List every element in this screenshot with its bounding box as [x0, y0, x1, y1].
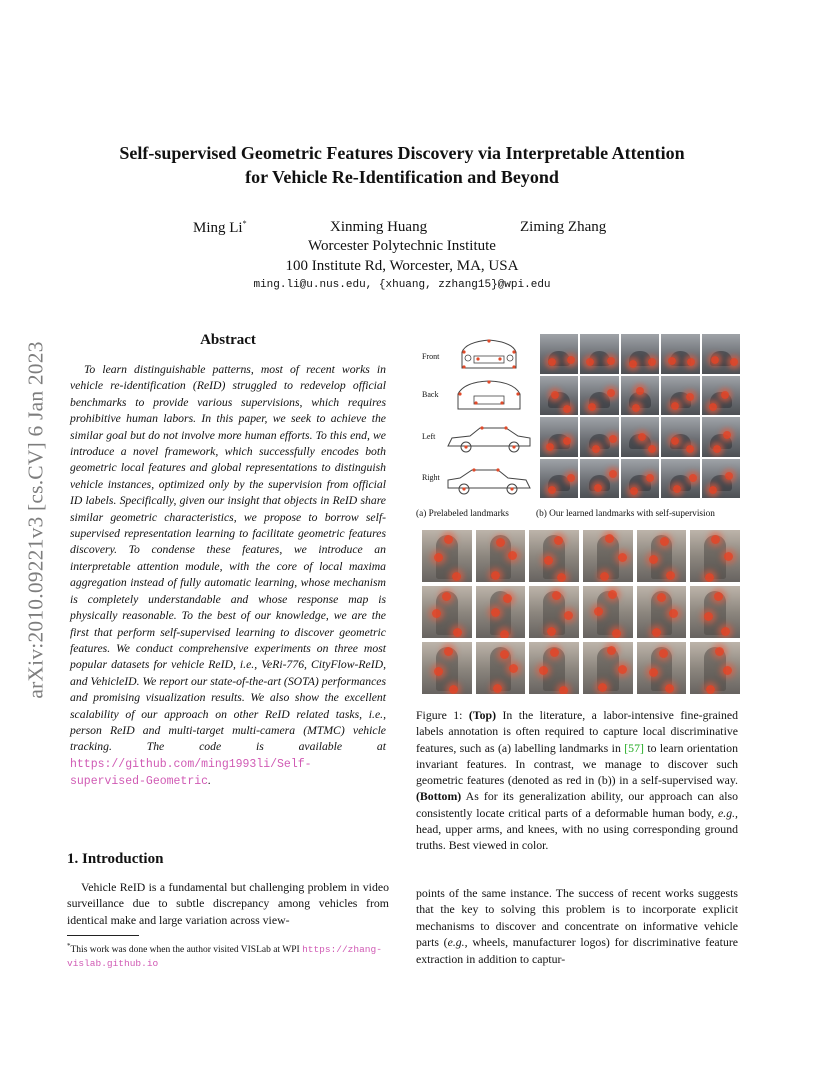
section-heading-introduction: 1. Introduction — [67, 851, 164, 867]
introduction-body — [67, 879, 389, 928]
author-2: Xinming Huang — [330, 219, 428, 235]
person-thumbnail — [529, 530, 579, 582]
vehicle-thumbnail — [661, 376, 699, 416]
vehicle-attention-grid — [540, 334, 740, 498]
affiliation: Worcester Polytechnic Institute — [308, 238, 496, 254]
vehicle-thumbnail — [580, 417, 618, 457]
figure-1 — [416, 332, 742, 702]
abstract-text: To learn distinguishable patterns, most of recent works in vehicle re-identification (ReID) struggled to redevelop official benchmarks to provide various supervisions, which requires prohibitive human labors. In this paper, we seek to achieve the similar goal but do not involve more human efforts. To this end, we introduce a novel framework, which successfully encodes both geometric local features and global representations to distinguish vehicle instances, optimized only by the supervision from official ID labels. Specifically, given our insight that objects in ReID share similar geometric characteristics, we propose to borrow self-supervised representation learning to facilitate geometric features discovery. To condense these features, we introduce an interpretable attention module, with the core of local maxima aggregation instead of fully automatic learning, whose mechanism is completely understandable and whose response map is physically reasonable. To the best of our knowledge, we are the first that perform self-supervised learning to discover geometric features. We conduct comprehensive experiments on three most popular datasets for vehicle ReID, i.e., VeRi-776, CityFlow-ReID, and VehicleID. We report our state-of-the-art (SOTA) performances and promising visualization results. We also show the excellent scalability of our approach on other ReID related tasks, i.e., person ReID and multi-target multi-camera (MTMC) vehicle tracking. The code is available at — [70, 363, 386, 754]
vehicle-thumbnail — [621, 334, 659, 374]
vehicle-thumbnail — [540, 376, 578, 416]
vehicle-thumbnail — [621, 376, 659, 416]
footnote-link[interactable]: https://zhang-vislab.github.io — [67, 944, 382, 970]
vehicle-thumbnail — [540, 334, 578, 374]
vehicle-thumbnail — [661, 459, 699, 499]
paper-title — [60, 141, 744, 189]
person-thumbnail — [690, 586, 740, 638]
title-line-1: Self-supervised Geometric Features Discovery via Interpretable Attention — [119, 143, 685, 163]
person-thumbnail — [476, 586, 526, 638]
vehicle-thumbnail — [702, 334, 740, 374]
address: 100 Institute Rd, Worcester, MA, USA — [285, 258, 519, 274]
person-attention-grid — [422, 530, 740, 694]
vehicle-thumbnail — [540, 459, 578, 499]
vehicle-thumbnail — [580, 334, 618, 374]
view-label-back: Back — [422, 390, 439, 399]
vehicle-thumbnail — [621, 459, 659, 499]
arxiv-identifier: arXiv:2010.09221v3 [cs.CV] 6 Jan 2023 — [23, 341, 48, 699]
person-thumbnail — [422, 642, 472, 694]
citation-link[interactable]: [57] — [624, 740, 644, 755]
subcaption-a: (a) Prelabeled landmarks — [416, 509, 509, 519]
view-label-front: Front — [422, 352, 440, 361]
author-emails: ming.li@u.nus.edu, {xhuang, zzhang15}@wpi.edu — [253, 279, 551, 291]
person-thumbnail — [637, 586, 687, 638]
person-thumbnail — [476, 642, 526, 694]
person-thumbnail — [422, 530, 472, 582]
subcaption-b: (b) Our learned landmarks with self-supervision — [536, 509, 715, 519]
vehicle-thumbnail — [580, 376, 618, 416]
person-thumbnail — [690, 642, 740, 694]
footnote: *This work was done when the author visited VISLab at WPI https://zhang-vislab.github.io — [67, 942, 382, 970]
abstract-body: To learn distinguishable patterns, most of recent works in vehicle re-identification (ReID) struggled to redevelop official benchmarks to provide various supervisions, which requires prohibitive human labors. In this paper, we seek to achieve the similar goal but do not involve more human efforts. To this end, we introduce a novel framework, which successfully encodes both geometric local features and global representations to distinguish vehicle instances, optimized only by the supervision from official ID labels. Specifically, given our insight that objects in ReID share similar geometric characteristics, we propose to borrow self-supervised representation learning to facilitate geometric features discovery. To condense these features, we introduce an interpretable attention module, with the core of local maxima aggregation instead of fully automatic learning, whose mechanism is completely understandable and whose response map is physically reasonable. To the best of our knowledge, we are the first that perform self-supervised learning to discover geometric features. We conduct comprehensive experiments on three most popular datasets for vehicle ReID, i.e., VeRi-776, CityFlow-ReID, and VehicleID. We report our state-of-the-art (SOTA) performances and promising visualization results. We also show the excellent scalability of our approach on other ReID related tasks, i.e., person ReID and multi-target multi-camera (MTMC) vehicle tracking. The code is available at https://github.com/ming1993li/Self-supervised-Geometric. — [70, 363, 386, 789]
person-thumbnail — [637, 642, 687, 694]
author-1: Ming Li* — [193, 219, 247, 236]
code-link[interactable]: https://github.com/ming1993li/Self-supervised-Geometric — [70, 757, 312, 789]
vehicle-thumbnail — [580, 459, 618, 499]
introduction-continued: points of the same instance. The success of recent works suggests that the key to solving this problem is to incorporate explicit mechanisms to discover and concentrate on informative vehicle parts (e.g., wheels, manufacturer logos) for discriminative feature extraction in addition to captur- — [416, 886, 739, 966]
title-line-2: for Vehicle Re-Identification and Beyond — [245, 167, 559, 187]
person-thumbnail — [583, 586, 633, 638]
author-3: Ziming Zhang — [520, 219, 607, 235]
vehicle-thumbnail — [621, 417, 659, 457]
vehicle-thumbnail — [702, 417, 740, 457]
view-label-right: Right — [422, 473, 440, 482]
car-front-sketch — [444, 334, 534, 372]
figure-1-caption: Figure 1: (Top) In the literature, a labor-intensive fine-grained labels annotation is often required to capture local discriminative features, such as (a) labelling landmarks in [57] to learn orientation invariant features. In contrast, we manage to discover such geometric features (denoted as red in (b)) in a self-supervised way. (Bottom) As for its generalization ability, our approach can also consistently locate critical parts of a deformable human body, e.g., head, upper arms, and knees, with no using corresponding ground truths. Best viewed in color. — [416, 708, 738, 853]
person-thumbnail — [529, 642, 579, 694]
car-back-sketch — [444, 376, 534, 414]
person-thumbnail — [583, 530, 633, 582]
vehicle-thumbnail — [661, 417, 699, 457]
person-thumbnail — [637, 530, 687, 582]
vehicle-thumbnail — [540, 417, 578, 457]
car-right-sketch — [444, 460, 534, 498]
vehicle-thumbnail — [702, 376, 740, 416]
abstract-heading: Abstract — [200, 332, 256, 348]
person-thumbnail — [422, 586, 472, 638]
person-thumbnail — [583, 642, 633, 694]
view-label-left: Left — [422, 432, 436, 441]
footnote-rule — [67, 935, 139, 936]
person-thumbnail — [529, 586, 579, 638]
intro-paragraph: Vehicle ReID is a fundamental but challenging problem in video surveillance due to subtle discrepancy among vehicles from identical make and large variation across view- — [67, 880, 389, 927]
vehicle-thumbnail — [702, 459, 740, 499]
car-left-sketch — [444, 418, 534, 456]
vehicle-thumbnail — [661, 334, 699, 374]
person-thumbnail — [476, 530, 526, 582]
person-thumbnail — [690, 530, 740, 582]
